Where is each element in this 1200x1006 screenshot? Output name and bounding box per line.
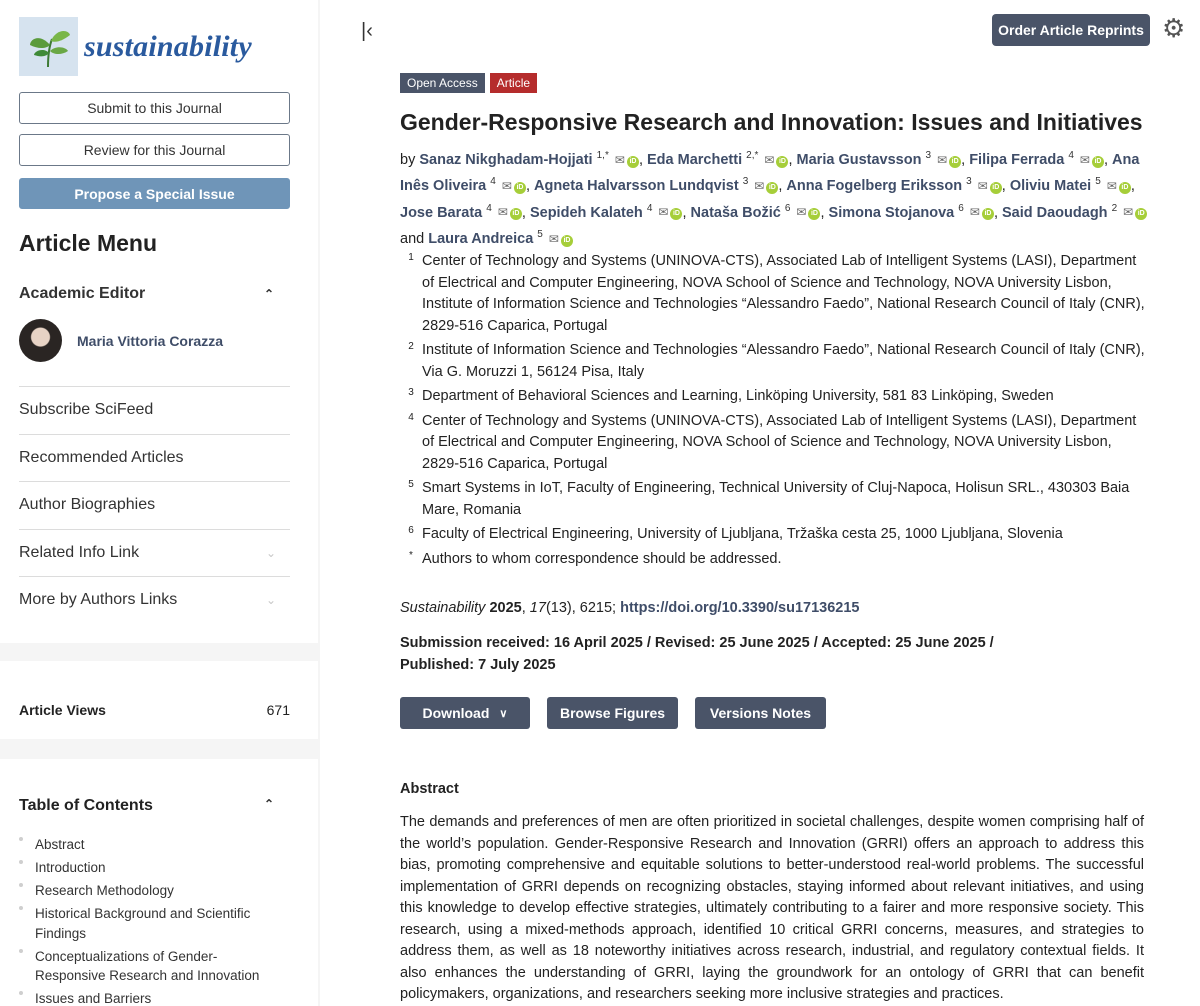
author-link[interactable]: Sepideh Kalateh [529,204,643,221]
affiliation-number: 2 [408,341,414,352]
menu-item-related-info-link[interactable] [19,529,290,577]
order-reprints-button[interactable]: Order Article Reprints [992,14,1150,46]
article-type-badge: Article [490,73,537,93]
chevron-up-icon: ⌃ [263,287,274,301]
affiliation [400,411,1145,476]
author-affiliation-sup: 1,* [596,150,609,161]
author-affiliation-sup: 2,* [746,150,759,161]
academic-editor-toggle[interactable] [19,285,290,303]
menu-item-label: Recommended Articles [19,448,184,466]
author-link[interactable]: Agneta Halvarsson Lundqvist [534,178,739,195]
menu-item-more-by-authors[interactable] [19,576,290,624]
academic-editor-heading: Academic Editor [19,285,146,302]
submit-journal-button[interactable]: Submit to this Journal [19,92,290,124]
affiliation [400,524,1145,546]
article-title: Gender-Responsive Research and Innovation: Issues and Initiatives [400,109,1143,135]
affiliation-text: Authors to whom correspondence should be addressed. [422,550,782,567]
journal-name: sustainability [84,29,252,63]
download-button[interactable] [400,697,530,729]
review-journal-button[interactable]: Review for this Journal [19,134,290,166]
citation-volume: 17 [529,600,546,616]
author-affiliation-sup: 6 [784,202,791,214]
envelope-icon[interactable]: ✉ [764,152,775,167]
menu-item-label: Subscribe SciFeed [19,401,154,419]
affiliation-list [400,251,1145,573]
orcid-icon[interactable]: iD [561,235,573,247]
author-affiliation-sup: 3 [742,176,749,188]
affiliation [400,386,1145,408]
orcid-icon[interactable]: iD [1119,182,1131,194]
author-list: by Sanaz Nikghadam-Hojjati $^{1,*}$ ✉ iD , Eda Marchetti $^{2,*}$ ✉ iD , Maria Gustavsson $^3$ ✉ iD , Filipa Ferrada $^4$ ✉ iD , Ana Inês Oliveira $^4$ ✉ iD , Agneta Halvarsson Lundqvist $^3$ ✉ iD , Anna Fogelberg Eriksson $^3$ ✉ iD , Oliviu Matei $^5$ ✉ iD , Jose Barata $^4$ ✉ iD , Sepideh Kalateh $^4$ ✉ iD , Nataša Božić $^6$ ✉ iD , Simona Stojanova $^6$ ✉ iD , Said Daoudagh $^2$ ✉ iD and Laura Andreica $^5$ ✉ iD [400,145,1160,250]
open-access-badge: Open Access [400,73,485,93]
affiliation [400,340,1145,383]
envelope-icon[interactable]: ✉ [969,205,980,220]
affiliation-number: 1 [408,252,414,263]
orcid-icon[interactable]: iD [982,208,994,220]
author-affiliation-sup: 3 [925,150,932,161]
academic-editor[interactable] [19,319,223,362]
citation-journal: Sustainability [400,600,486,616]
citation-year: 2025 [489,600,522,616]
envelope-icon[interactable]: ✉ [937,152,948,167]
affiliation-text: Center of Technology and Systems (UNINOVA-CTS), Associated Lab of Intelligent Systems (LASI), Department of Electrical and Computer Engineering, NOVA School of Science and Technology, NOVA University Lisbon, 2829-516 Caparica, Portugal [422,412,1137,472]
affiliation-text: Faculty of Electrical Engineering, University of Ljubljana, Tržaška cesta 25, 1000 Ljubljana, Slovenia [422,526,1063,542]
avatar [19,319,62,362]
menu-item-label: Related Info Link [19,543,140,561]
toc-item[interactable]: Conceptualizations of Gender-Responsive Research and Innovation [19,947,284,986]
journal-logo[interactable] [19,17,252,76]
article-menu-list [19,386,290,624]
doi-link[interactable]: https://doi.org/10.3390/su17136215 [620,600,860,616]
author-affiliation-sup: 4 [646,202,653,214]
author-affiliation-sup: 2 [1111,202,1118,214]
author-affiliation-sup: 5 [537,228,543,240]
envelope-icon[interactable]: ✉ [1106,179,1117,194]
orcid-icon[interactable]: iD [627,156,639,168]
author-link[interactable]: Said Daoudagh [1002,204,1108,221]
gear-icon[interactable]: ⚙ [1162,13,1186,43]
envelope-icon[interactable]: ✉ [977,179,988,194]
citation-issue: (13), 6215; [545,600,617,616]
article-views-panel [0,661,318,739]
envelope-icon[interactable]: ✉ [614,152,625,167]
author-affiliation-sup: 5 [1095,176,1101,188]
author-link[interactable]: Ana Inês Oliveira [400,151,1140,195]
collapse-sidebar-icon[interactable]: |‹ [361,20,373,42]
menu-item-label: Author Biographies [19,496,156,514]
browse-figures-button[interactable]: Browse Figures [547,697,678,729]
orcid-icon[interactable]: iD [670,208,682,220]
author-link[interactable]: Anna Fogelberg Eriksson [786,178,963,195]
envelope-icon[interactable]: ✉ [497,205,508,220]
author-link[interactable]: Oliviu Matei [1009,178,1092,195]
article-badges [400,73,537,93]
affiliation-number: 6 [408,525,414,536]
orcid-icon[interactable]: iD [510,208,522,220]
article-menu-panel [0,0,318,643]
versions-notes-button[interactable]: Versions Notes [695,697,826,729]
author-link[interactable]: Laura Andreica [428,230,534,247]
by-label: by [400,151,416,168]
author-affiliation-sup: 4 [490,176,496,188]
editor-name[interactable]: Maria Vittoria Corazza [77,332,224,349]
affiliation-number: 4 [408,411,414,423]
menu-item-author-biographies[interactable] [19,481,290,529]
author-affiliation-sup: 6 [958,202,964,214]
affiliation-text: Smart Systems in IoT, Faculty of Engineering, Technical University of Cluj-Napoca, Holisun SRL., 430303 Baia Mare, Romania [422,480,1130,518]
author-affiliation-sup: 4 [1068,150,1074,161]
and-label: and [400,230,425,247]
toc-item[interactable]: Research Methodology [19,881,284,901]
article-views-count: 671 [266,702,290,718]
publication-dates: Submission received: 16 April 2025 / Revised: 25 June 2025 / Accepted: 25 June 2025 / Published: 7 July 2025 [400,635,994,673]
affiliation-text: Institute of Information Science and Technologies “Alessandro Faedo”, National Research Council of Italy (CNR), Via G. Moruzzi 1, 56124 Pisa, Italy [422,342,1145,380]
chevron-down-icon: ⌄ [265,593,276,608]
envelope-icon[interactable]: ✉ [796,205,807,220]
orcid-icon[interactable]: iD [776,156,788,168]
envelope-icon[interactable]: ✉ [754,179,765,194]
propose-special-issue-button[interactable]: Propose a Special Issue [19,178,290,209]
article-actions [400,697,843,729]
author-link[interactable]: Eda Marchetti [647,151,743,168]
abstract-text: The demands and preferences of men are often prioritized in societal challenges, despite women comprising half of the world’s population. Gender-Responsive Research and Innovation (GRRI) offers an approach to address this bias, promoting comprehensive and equitable solutions to better-understood real-world problems. The successful implementation of GRRI depends on recognizing obstacles, staying informed about relevant initiatives, and using this knowledge to develop effective strategies, ultimately contributing to a fairer and more responsive society. This research, using a mixed-methods approach, identified 10 critical GRRI concerns, measures, and strategies to address them, as well as 18 noteworthy initiatives across research, industrial, and regulatory contextual fields. It also enhances the understanding of GRRI, laying the groundwork for an ontology of GRRI that can benefit policymakers, organizations, and researchers seeking more inclusive strategies and practices. [400,814,1144,1002]
orcid-icon[interactable]: iD [766,182,778,194]
toc-item[interactable]: Introduction [19,858,284,878]
author-affiliation-sup: 4 [486,202,492,214]
affiliation-number: 5 [408,479,414,490]
abstract-heading: Abstract [400,781,459,797]
table-of-contents-panel [0,759,318,1006]
orcid-icon[interactable]: iD [949,156,961,168]
article-menu-title: Article Menu [19,230,158,256]
author-link[interactable]: Maria Gustavsson [796,151,922,168]
chevron-down-icon: ⌄ [265,545,276,560]
article-views-label: Article Views [19,702,106,718]
sidebar [0,0,320,1006]
orcid-icon[interactable]: iD [808,208,820,220]
affiliation [400,549,1145,571]
orcid-icon[interactable]: iD [1135,208,1147,220]
toc-title: Table of Contents [19,797,153,814]
author-link[interactable]: Nataša Božić [690,204,781,221]
author-link[interactable]: Filipa Ferrada [969,151,1065,168]
toc-toggle[interactable] [19,797,290,815]
orcid-icon[interactable]: iD [990,182,1002,194]
toc-item[interactable]: Abstract [19,835,284,855]
affiliation-text: Center of Technology and Systems (UNINOVA-CTS), Associated Lab of Intelligent Systems (LASI), Department of Electrical and Computer Engineering, NOVA School of Science and Technology, NOVA University Lisbon, Institute of Information Science and Technologies “Alessandro Faedo”, National Research Council of Italy (CNR), 2829-516 Caparica, Portugal [422,253,1145,334]
toc-item[interactable]: Historical Background and Scientific Findings [19,904,284,943]
author-link[interactable]: Jose Barata [400,204,483,221]
orcid-icon[interactable]: iD [514,182,526,194]
author-affiliation-sup: 3 [966,176,972,188]
envelope-icon[interactable]: ✉ [658,205,669,220]
affiliation [400,478,1145,521]
toc-item[interactable]: Issues and Barriers [19,989,284,1006]
menu-item-recommended-articles[interactable] [19,434,290,482]
toc-list [19,835,284,1006]
citation: Sustainability 2025, 17(13), 6215; https://doi.org/10.3390/su17136215 [400,600,860,616]
orcid-icon[interactable]: iD [1092,156,1104,168]
menu-item-subscribe-scifeed[interactable] [19,386,290,434]
affiliation-number: * [409,549,413,561]
envelope-icon[interactable]: ✉ [501,179,512,194]
menu-item-label: More by Authors Links [19,591,178,609]
affiliation [400,251,1145,337]
author-link[interactable]: Sanaz Nikghadam-Hojjati [419,151,593,168]
chevron-down-icon: ∨ [499,707,508,720]
author-link[interactable]: Simona Stojanova [828,204,955,221]
envelope-icon[interactable]: ✉ [548,231,559,246]
envelope-icon[interactable]: ✉ [1123,205,1134,220]
affiliation-text: Department of Behavioral Sciences and Learning, Linköping University, 581 83 Linköping, Sweden [422,388,1054,404]
leaf-icon [19,17,78,76]
affiliation-number: 3 [408,387,414,398]
download-label: Download [422,705,490,721]
envelope-icon[interactable]: ✉ [1079,152,1090,167]
chevron-up-icon: ⌃ [263,797,274,811]
